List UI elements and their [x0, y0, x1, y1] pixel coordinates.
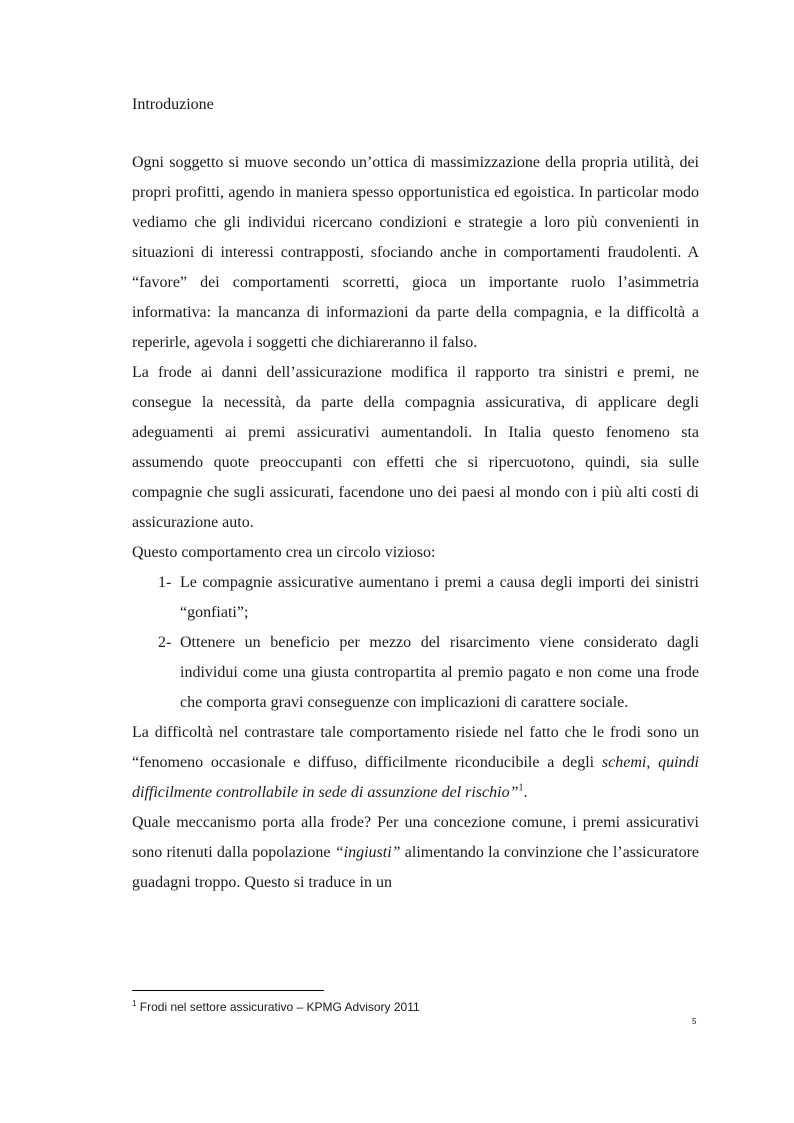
paragraph-1: Ogni soggetto si muove secondo un’ottica di massimizzazione della propria utilità, dei propri profitti, agendo in maniera spesso opportunistica ed egoistica. In particolar modo vediamo che gli individui ricercano condizioni e strategie a loro più convenienti in situazioni di interessi contrapposti, sfociando anche in comportamenti fraudolenti. A “favore” dei comportamenti scorretti, gioca un importante ruolo l’asimmetria informativa: la mancanza di informazioni da parte della compagnia, e la difficoltà a reperirle, agevola i soggetti che dichiareranno il falso. [132, 154, 699, 351]
list-item-number: 2- [158, 634, 172, 651]
section-title: Introduzione [132, 96, 214, 113]
list-item-text: Ottenere un beneficio per mezzo del risarcimento viene considerato dagli individui come una giusta contropartita al premio pagato e non come una frode che comporta gravi conseguenze con implicazioni di carattere sociale. [180, 634, 699, 711]
footnote [132, 999, 420, 1015]
list-item-number: 1- [158, 574, 172, 591]
list-item-text: Le compagnie assicurative aumentano i premi a causa degli importi dei sinistri “gonfiati”; [180, 574, 699, 621]
paragraph-2: La frode ai danni dell’assicurazione modifica il rapporto tra sinistri e premi, ne consegue la necessità, da parte della compagnia assicurativa, di applicare degli adeguamenti ai premi assicurativi aumentandoli. In Italia questo fenomeno sta assumendo quote preoccupanti con effetti che si ripercuotono, quindi, sia sulle compagnie che sugli assicurati, facendone uno dei paesi al mondo con i più alti costi di assicurazione auto. [132, 364, 699, 531]
footnote-number: 1 [132, 999, 137, 1008]
list-item [132, 628, 699, 718]
paragraph-5-text: Quale meccanismo porta alla frode? Per una concezione comune, i premi assicurativi sono ritenuti dalla popolazione [132, 814, 699, 861]
paragraph-4-closing-quote: ” [509, 784, 519, 801]
list-item [132, 568, 699, 628]
paragraph-3: Questo comportamento crea un circolo vizioso: [132, 544, 436, 561]
page-number: 5 [692, 1017, 697, 1026]
paragraph-4-text: La difficoltà nel contrastare tale comportamento risiede nel fatto che le frodi sono un “fenomeno occasionale e diffuso, difficilmente riconducibile a degli [132, 724, 699, 771]
footnote-divider [132, 990, 324, 991]
paragraph-5-text-end: alimentando la convinzione che l’assicuratore guadagni troppo. Questo si traduce in un [132, 844, 699, 891]
footnote-reference[interactable]: 1 [518, 782, 524, 794]
paragraph-5 [132, 808, 699, 898]
paragraph-5-italic: “ingiusti” [334, 844, 401, 861]
paragraph-4-italic: schemi, quindi difficilmente controllabile in sede di assunzione del rischio [132, 754, 699, 801]
paragraph-4 [132, 718, 699, 808]
footnote-text: Frodi nel settore assicurativo – KPMG Advisory 2011 [136, 1000, 420, 1014]
body-text [132, 148, 699, 898]
paragraph-4-period: . [523, 784, 528, 801]
numbered-list [132, 568, 699, 718]
